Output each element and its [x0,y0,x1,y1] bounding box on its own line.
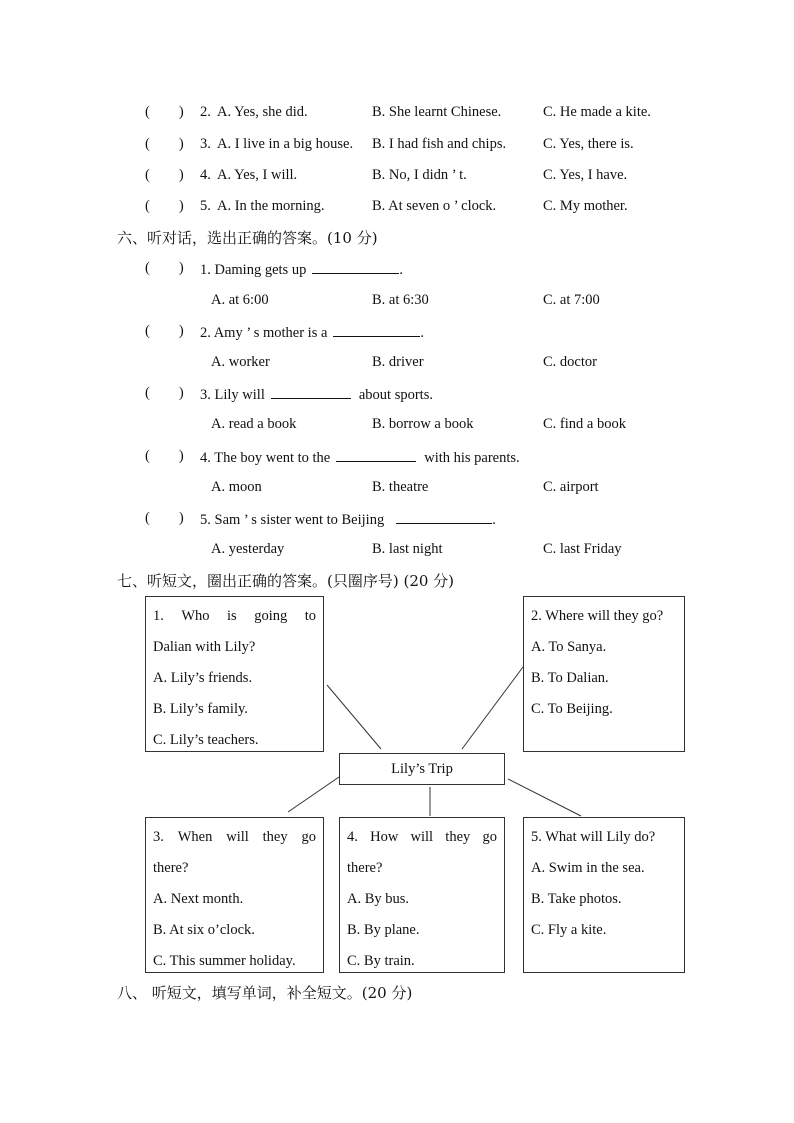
question-text: 1. Daming gets up [200,262,307,278]
option-a[interactable]: A. By bus. [347,891,410,907]
question-line [153,601,316,632]
option-c: C. Yes, there is. [543,136,634,152]
option-b: B. driver [372,354,424,370]
option-b: B. At seven o ’ clock. [372,198,497,214]
question-text: 5. Sam ’ s sister went to Beijing [200,512,385,528]
question-tail: . [492,512,496,528]
topic-title: Lily’s Trip [391,760,453,777]
question-tail: . [399,262,403,278]
connector-line-box5 [508,779,581,816]
option-c[interactable]: C. Fly a kite. [531,922,607,938]
word: to [304,608,316,624]
option-c[interactable]: C. Lily’s teachers. [153,732,259,748]
option-a: A. read a book [211,416,297,432]
option-c[interactable]: C. To Beijing. [531,701,613,717]
option-b[interactable]: B. Take photos. [531,891,622,907]
connector-line-box2 [462,667,523,749]
word: 1. [153,608,164,624]
connector-line-box1 [327,685,381,749]
question-line-2: there? [153,860,189,876]
option-c: C. My mother. [543,198,628,214]
question-box-4 [339,817,505,973]
question-tail: about sports. [358,387,433,403]
option-a[interactable]: A. Swim in the sea. [531,860,645,876]
question-number: 3. [200,136,211,152]
option-b: B. I had fish and chips. [372,136,507,152]
answer-paren[interactable]: ( ) [145,510,184,526]
answer-paren[interactable]: ( ) [145,448,184,464]
word: When [177,829,213,845]
question-box-1 [145,596,324,752]
question-line: 2. Where will they go? [531,608,664,624]
answer-paren[interactable]: ( ) [145,385,184,401]
question-line [347,822,497,853]
word: 4. [347,829,358,845]
question-line: 5. What will Lily do? [531,829,656,845]
option-c: C. Yes, I have. [543,167,628,183]
question-tail: . [420,325,425,341]
option-a: A. at 6:00 [211,292,269,308]
option-a: A. In the morning. [217,198,325,214]
question-box-5 [523,817,685,973]
option-b: B. theatre [372,479,429,495]
word: How [370,829,399,845]
question-box-2 [523,596,685,752]
option-a[interactable]: A. To Sanya. [531,639,607,655]
option-a: A. I live in a big house. [217,136,354,152]
section7-heading: 七、听短文，圈出正确的答案。(只圈序号) (20 分) [117,572,455,590]
question-line-2: there? [347,860,383,876]
option-b: B. last night [372,541,443,557]
section6-heading: 六、听对话，选出正确的答案。(10 分) [117,229,378,247]
option-a: A. Yes, I will. [217,167,298,183]
option-c[interactable]: C. This summer holiday. [153,953,296,969]
topic-box [339,753,505,785]
answer-paren[interactable]: ( ) [145,260,184,276]
answer-paren[interactable]: ( ) [145,323,184,339]
word: Who [181,608,210,624]
question-text: 3. Lily will [200,387,265,403]
answer-paren[interactable]: ( ) [145,167,184,183]
word: will [410,829,434,845]
option-a: A. worker [211,354,270,370]
option-a[interactable]: A. Lily’s friends. [153,670,253,686]
option-b[interactable]: B. Lily’s family. [153,701,248,717]
question-number: 2. [200,104,211,120]
option-c: C. He made a kite. [543,104,651,120]
section8-heading: 八、 听短文，填写单词，补全短文。(20 分) [117,984,413,1002]
answer-paren[interactable]: ( ) [145,136,184,152]
question-text: 4. The boy went to the [200,450,331,466]
option-c: C. last Friday [543,541,622,557]
question-number: 4. [200,167,211,183]
word: going [254,608,288,624]
option-b[interactable]: B. To Dalian. [531,670,609,686]
option-c: C. doctor [543,354,597,370]
option-a: A. Yes, she did. [217,104,308,120]
option-b: B. She learnt Chinese. [372,104,502,120]
answer-paren[interactable]: ( ) [145,198,184,214]
word: is [227,608,237,624]
option-b: B. No, I didn ’ t. [372,167,467,183]
connector-line-box3 [288,777,339,812]
option-a: A. moon [211,479,262,495]
option-b: B. borrow a book [372,416,474,432]
question-box-3 [145,817,324,973]
option-c: C. at 7:00 [543,292,600,308]
word: they [262,829,288,845]
question-tail: with his parents. [424,450,520,466]
question-text: 2. Amy ’ s mother is a [200,325,328,341]
word: will [226,829,249,845]
question-line-2: Dalian with Lily? [153,639,256,655]
option-c[interactable]: C. By train. [347,953,415,969]
option-c: C. airport [543,479,599,495]
option-b[interactable]: B. At six o’clock. [153,922,255,938]
question-line [153,822,316,853]
option-b: B. at 6:30 [372,292,429,308]
option-c: C. find a book [543,416,626,432]
option-b[interactable]: B. By plane. [347,922,420,938]
answer-paren[interactable]: ( ) [145,104,184,120]
word: go [301,829,316,845]
word: they [445,829,471,845]
question-number: 5. [200,198,211,214]
word: 3. [153,829,164,845]
option-a[interactable]: A. Next month. [153,891,244,907]
option-a: A. yesterday [211,541,285,557]
word: go [482,829,497,845]
